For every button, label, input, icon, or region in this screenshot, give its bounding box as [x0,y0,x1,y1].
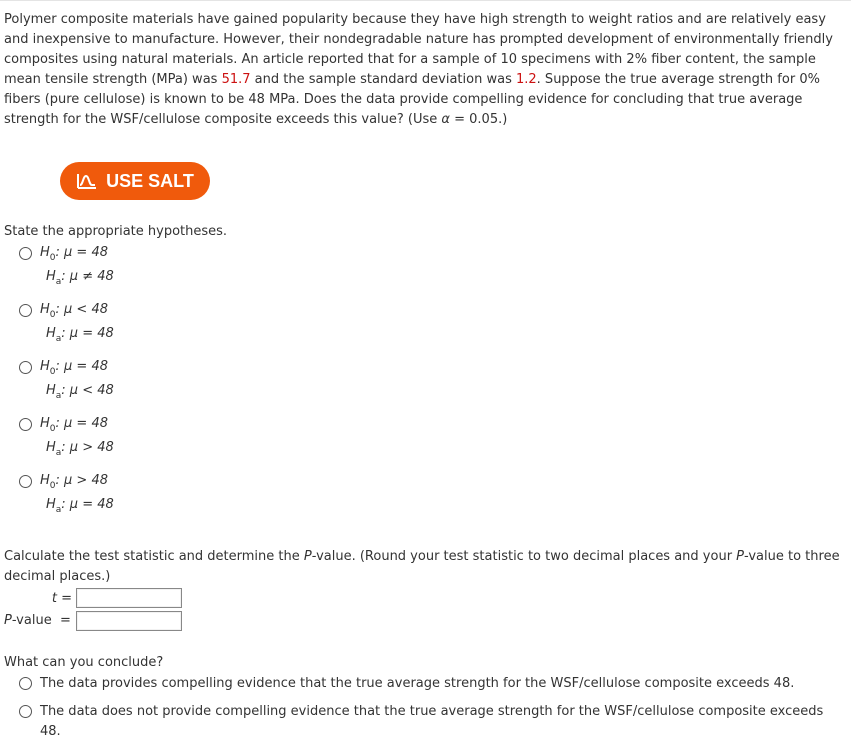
alternative-hypothesis: $H_a$: μ ≠ 48 [46,269,114,287]
t-statistic-label: t = [51,591,72,606]
alternative-hypothesis: $H_a$: μ < 48 [46,383,114,401]
radio-button[interactable] [19,475,32,488]
radio-button[interactable] [19,705,32,718]
problem-text-part2: and the sample standard deviation was [250,72,516,87]
null-hypothesis: $H_0$: μ < 48 [40,302,108,320]
conclusion-option-2[interactable] [19,702,839,744]
conclusion-option-text: The data does not provide compelling evidence that the true average strength for the WSF/cellulose composite exceeds 48. [40,704,824,739]
problem-text-part4: = 0.05.) [449,112,508,127]
problem-statement [4,10,844,130]
salt-chart-icon [76,172,98,190]
radio-button[interactable] [19,418,32,431]
alternative-hypothesis: $H_a$: μ = 48 [46,497,114,515]
radio-button[interactable] [19,361,32,374]
radio-button[interactable] [19,677,32,690]
conclusion-option-1[interactable] [19,674,839,694]
null-hypothesis: $H_0$: μ > 48 [40,473,108,491]
conclusion-prompt: What can you conclude? [4,655,164,670]
problem-text-part3: . Suppose the true average strength for 0% fibers (pure cellulose) is known to be 48 MPa. Does the data provide compelling evidence for concluding that true average strength for the WSF/cellulose composite exceeds this value? (Use [4,72,820,127]
p-value-label: P-value = [4,613,71,628]
top-divider [0,0,851,1]
radio-button[interactable] [19,304,32,317]
sample-mean-value: 51.7 [221,72,251,87]
null-hypothesis: $H_0$: μ = 48 [40,416,108,434]
alpha-symbol: α [441,112,450,127]
conclusion-option-text: The data provides compelling evidence that the true average strength for the WSF/cellulose composite exceeds 48. [40,676,795,691]
use-salt-button[interactable] [60,162,210,200]
t-statistic-input[interactable] [76,588,182,608]
alternative-hypothesis: $H_a$: μ > 48 [46,440,114,458]
problem-text-part1: Polymer composite materials have gained popularity because they have high strength to weight ratios and are relatively easy and inexpensive to manufacture. However, their nondegradable nature has prompted development of environmentally friendly composites using natural materials. An article reported that for a sample of 10 specimens with 2% fiber content, the sample mean tensile strength (MPa) was [4,12,833,87]
p-value-input[interactable] [76,611,182,631]
alternative-hypothesis: $H_a$: μ = 48 [46,326,114,344]
hypotheses-prompt: State the appropriate hypotheses. [4,224,228,239]
null-hypothesis: $H_0$: μ = 48 [40,245,108,263]
use-salt-label: USE SALT [106,170,194,191]
calculation-prompt: Calculate the test statistic and determine the P-value. (Round your test statistic to two decimal places and your P-value to three decimal places.) [4,549,840,584]
null-hypothesis: $H_0$: μ = 48 [40,359,108,377]
sample-sd-value: 1.2 [515,72,537,87]
radio-button[interactable] [19,247,32,260]
